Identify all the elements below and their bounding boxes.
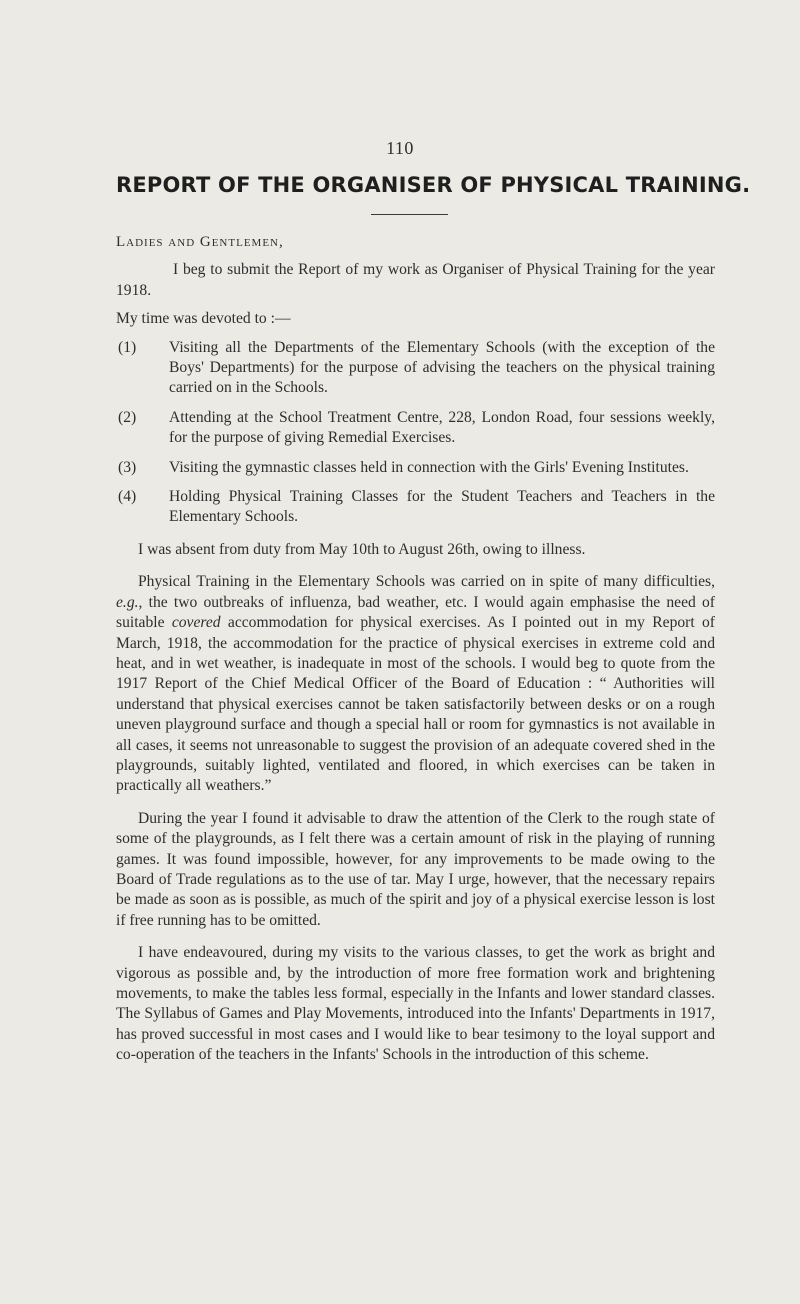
duty-item xyxy=(116,408,715,449)
physical-text-part3: accommodation for physical exercises. As I pointed out in my Report of March, 1918, the accommodation for the practice of physical exercises in extreme cold and heat, and in wet weather, is inadequate in most of the schools. I would beg to quote from the 1917 Report of the Chief Medical Officer of the Board of Education : “ Authorities will understand that physical exercises cannot be taken satisfactorily between desks or on a rough uneven playground surface and though a special hall or room for gymnastics is not available in all cases, it seems not unreasonable to suggest the provision of an adequate covered shed in the playgrounds, suitably lighted, ventilated and floored, in which exercises can be taken in practically all weathers.” xyxy=(116,614,715,795)
absence-paragraph: I was absent from duty from May 10th to August 26th, owing to illness. xyxy=(138,540,586,558)
title-divider xyxy=(371,214,448,215)
classes-paragraph: I have endeavoured, during my visits to the various classes, to get the work as bright and vigorous as possible and, by the introduction of more free formation work and brightening movements, to make the tables less formal, especially in the Infants and lower standard classes. The Syllabus of Games and Play Movements, introduced into the Infants' Departments in 1917, has proved successful in most cases and I would like to bear tesimony to the loyal support and co-operation of the teachers in the Infants' Schools in the introduction of this scheme. xyxy=(116,944,715,1064)
duty-number: (4) xyxy=(118,488,137,506)
intro-paragraph: I beg to submit the Report of my work as Organiser of Physical Training for the year 1918. xyxy=(116,261,715,299)
page-number: 110 xyxy=(386,138,414,158)
duties-list xyxy=(116,338,715,528)
duty-text: Visiting the gymnastic classes held in connection with the Girls' Evening Institutes. xyxy=(169,458,689,476)
duty-item xyxy=(116,458,715,478)
covered-italic: covered xyxy=(171,614,221,632)
playgrounds-paragraph: During the year I found it advisable to draw the attention of the Clerk to the rough state of some of the playgrounds, as I felt there was a certain amount of risk in the playing of running games. It was found impossible, however, for any improvements to be made owing to the Board of Trade regulations as to the use of tar. May I urge, however, that the necessary repairs be made as soon as is possible, as much of the spirit and joy of a physical exercise lesson is lost if free running has to be omitted. xyxy=(116,809,715,929)
duty-number: (3) xyxy=(118,458,137,476)
duty-item xyxy=(116,487,715,528)
report-title: REPORT OF THE ORGANISER OF PHYSICAL TRAINING. xyxy=(116,173,751,197)
report-body xyxy=(116,232,715,1078)
duty-item xyxy=(116,338,715,399)
physical-text-part2: , the two outbreaks of influenza, bad weather, etc. I would again emphasise the need of suitable xyxy=(116,593,715,632)
duties-intro: My time was devoted to :— xyxy=(116,310,291,328)
physical-training-paragraph xyxy=(116,572,715,796)
duty-text: Attending at the School Treatment Centre, 228, London Road, four sessions weekly, for the purpose of giving Remedial Exercises. xyxy=(169,408,715,447)
duty-text: Visiting all the Departments of the Elementary Schools (with the exception of the Boys' Departments) for the purpose of advising the teachers on the physical training carried on in the Schools. xyxy=(169,338,715,397)
duty-number: (2) xyxy=(118,408,137,426)
physical-text-part1: Physical Training in the Elementary Schools was carried on in spite of many difficulties, xyxy=(138,573,715,591)
salutation: Ladies and Gentlemen, xyxy=(116,234,284,250)
eg-italic: e.g. xyxy=(116,593,139,611)
duty-text: Holding Physical Training Classes for the Student Teachers and Teachers in the Elementary Schools. xyxy=(169,488,715,526)
duty-number: (1) xyxy=(118,338,137,356)
